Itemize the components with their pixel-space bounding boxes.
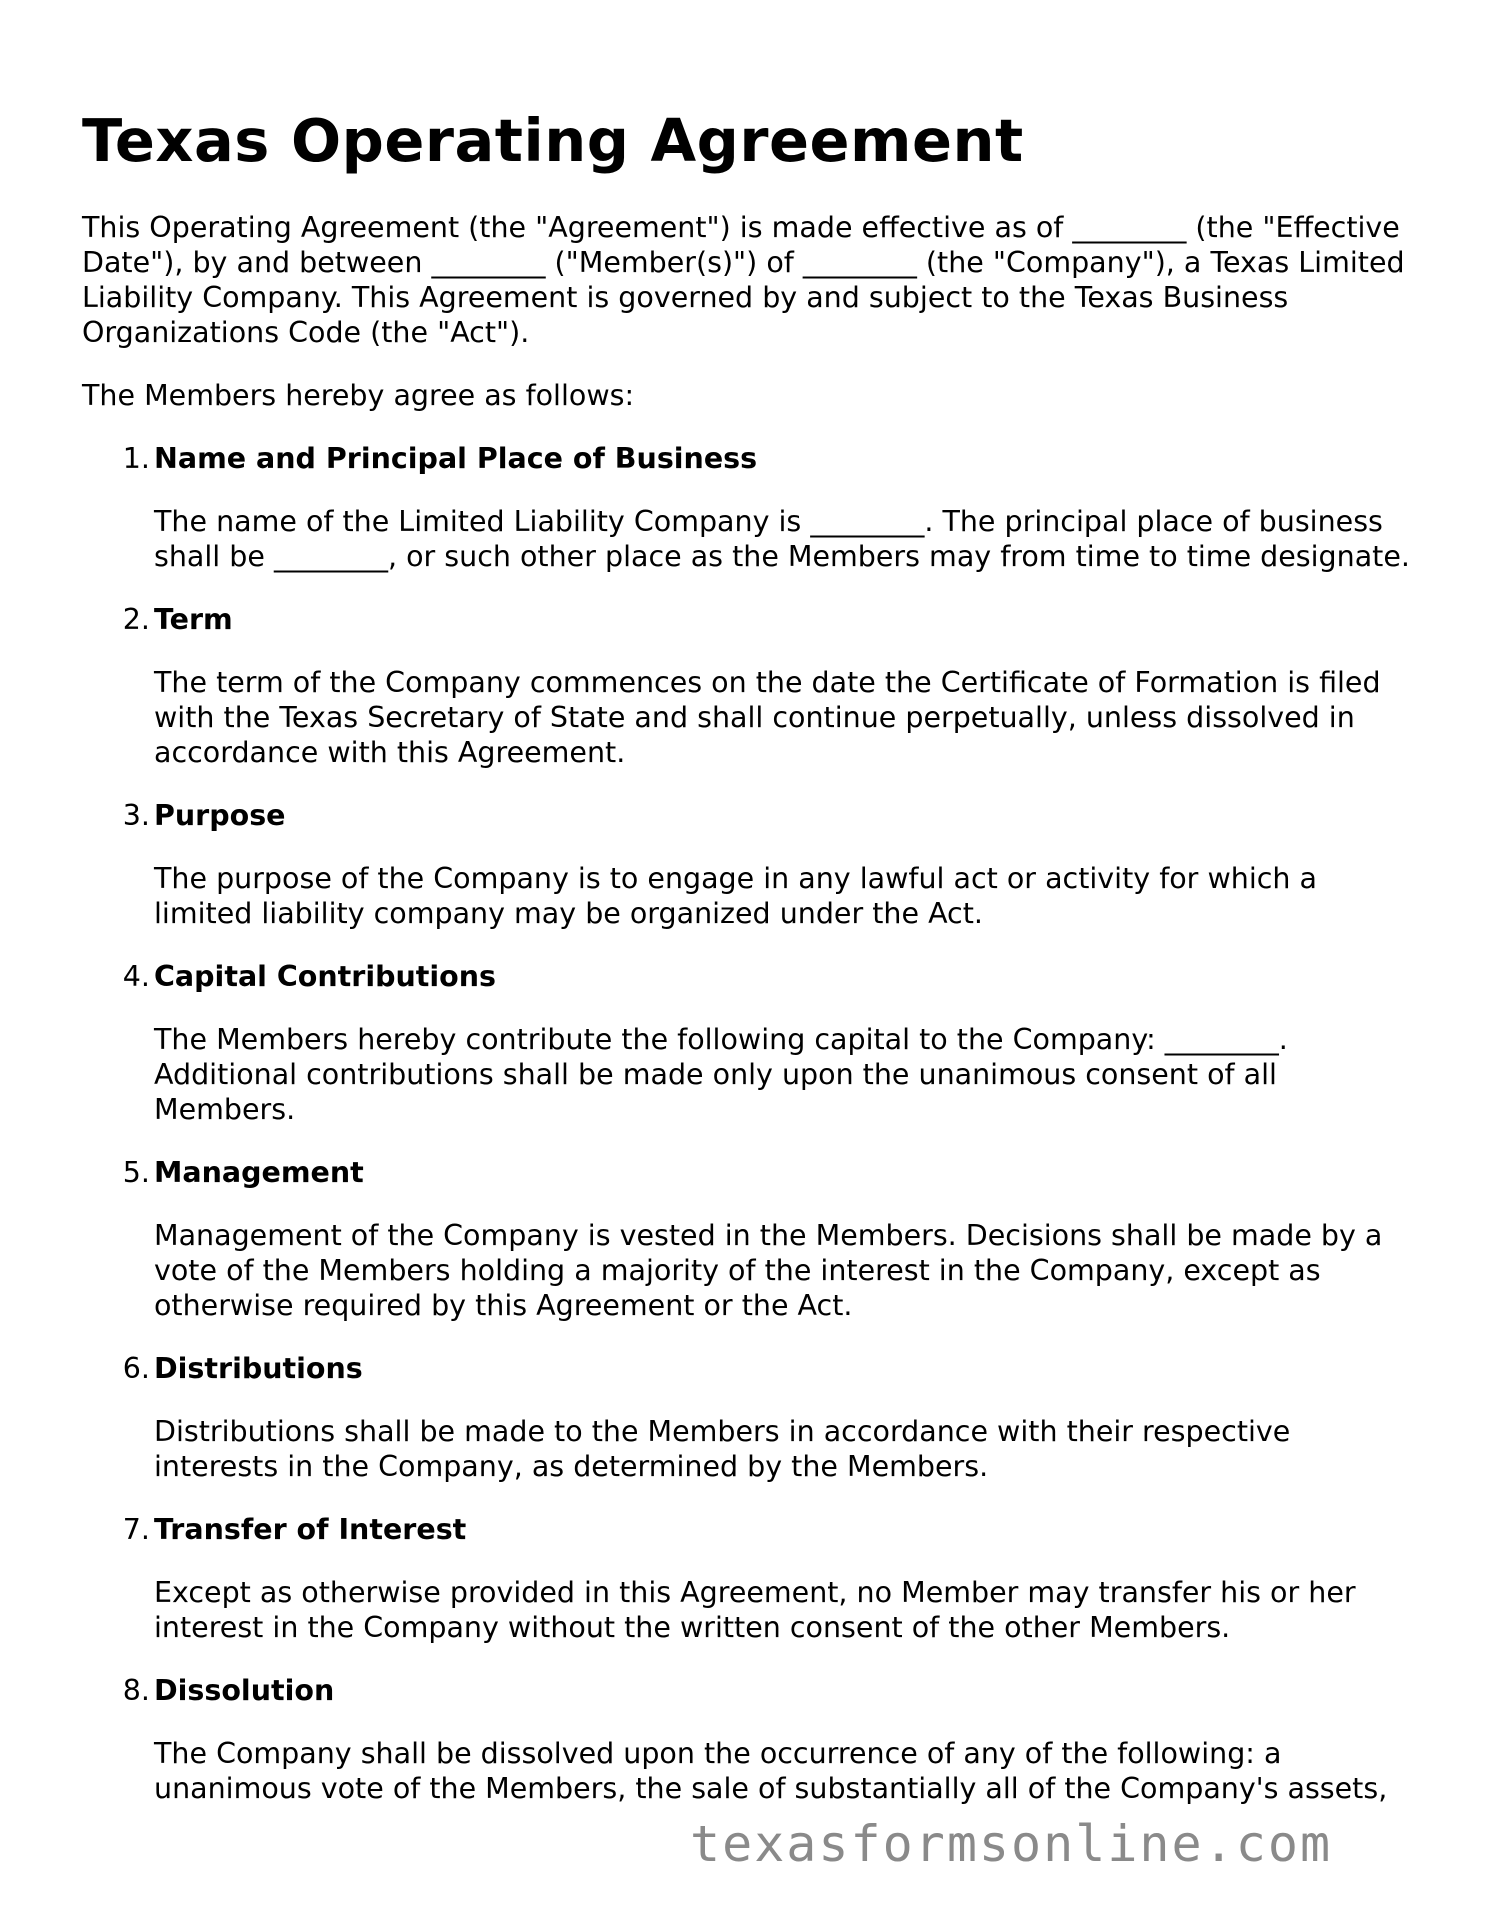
section-heading: Transfer of Interest (154, 1513, 467, 1546)
section-number: 6. (122, 1352, 150, 1385)
section-heading: Distributions (154, 1352, 363, 1385)
section-body: The name of the Limited Liability Company is ________. The principal place of business shall be ________, or such other place as the Members may from time to time designate. (154, 505, 1410, 573)
section-name-and-place (82, 441, 1412, 574)
section-number: 8. (122, 1674, 150, 1707)
section-heading: Purpose (154, 799, 286, 832)
section-body: The purpose of the Company is to engage in any lawful act or activity for which a limited liability company may be organized under the Act. (154, 862, 1317, 930)
section-heading: Dissolution (154, 1674, 335, 1707)
section-dissolution (82, 1673, 1412, 1806)
section-heading: Term (154, 603, 233, 636)
section-body: The term of the Company commences on the date the Certificate of Formation is filed with the Texas Secretary of State and shall continue perpetually, unless dissolved in accordance with this Agreement. (154, 666, 1381, 769)
section-heading: Capital Contributions (154, 960, 497, 993)
section-number: 5. (122, 1156, 150, 1189)
section-distributions (82, 1351, 1412, 1484)
site-watermark: texasformsonline.com (690, 1815, 1333, 1873)
section-term (82, 602, 1412, 770)
section-capital-contributions (82, 959, 1412, 1127)
section-body: Management of the Company is vested in the Members. Decisions shall be made by a vote of the Members holding a majority of the interest in the Company, except as otherwise required by this Agreement or the Act. (154, 1219, 1383, 1322)
section-body: The Company shall be dissolved upon the occurrence of any of the following: a unanimous vote of the Members, the sale of substantially all of the Company's assets, (154, 1737, 1388, 1805)
section-number: 3. (122, 799, 150, 832)
section-list (82, 441, 1412, 1806)
document-page (82, 100, 1412, 1834)
section-transfer-of-interest (82, 1512, 1412, 1645)
intro-paragraph: This Operating Agreement (the "Agreement") is made effective as of ________ (the "Effective Date"), by and between ________ ("Member(s)") of ________ (the "Company"), a Texas Limited Liability Company. This Agreement is governed by and subject to the Texas Business Organizations Code (the "Act"). (82, 211, 1405, 349)
document-title: Texas Operating Agreement (82, 106, 1024, 175)
section-body: Distributions shall be made to the Members in accordance with their respective interests in the Company, as determined by the Members. (154, 1415, 1291, 1483)
section-heading: Management (154, 1156, 364, 1189)
section-body: Except as otherwise provided in this Agreement, no Member may transfer his or her interest in the Company without the written consent of the other Members. (154, 1576, 1356, 1644)
section-number: 7. (122, 1513, 150, 1546)
agree-line: The Members hereby agree as follows: (82, 379, 635, 412)
section-number: 2. (122, 603, 150, 636)
section-management (82, 1155, 1412, 1323)
section-body: The Members hereby contribute the following capital to the Company: ________. Additional contributions shall be made only upon the unanimous consent of all Members. (154, 1023, 1288, 1126)
section-heading: Name and Principal Place of Business (154, 442, 758, 475)
section-number: 1. (122, 442, 150, 475)
section-purpose (82, 798, 1412, 931)
section-number: 4. (122, 960, 150, 993)
